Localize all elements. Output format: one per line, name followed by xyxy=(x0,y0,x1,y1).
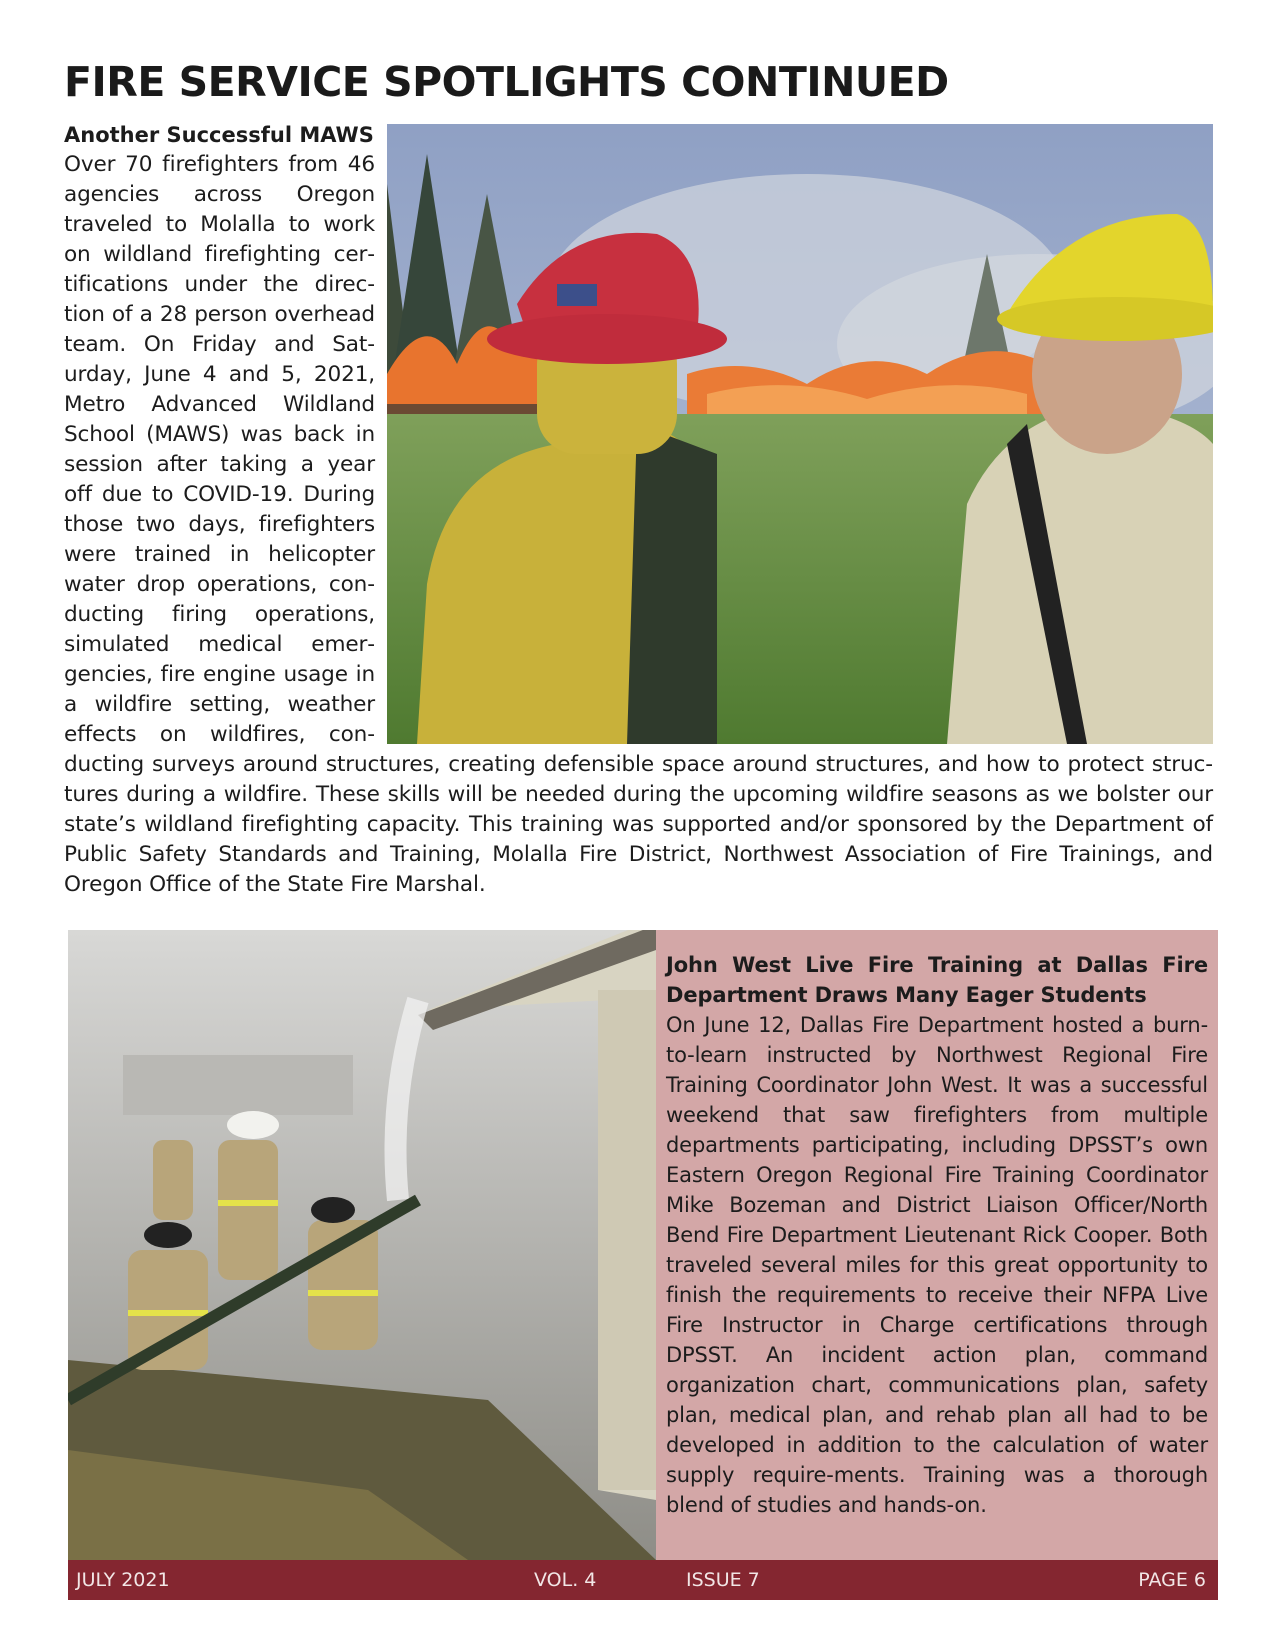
page-title: FIRE SERVICE SPOTLIGHTS CONTINUED xyxy=(64,58,949,106)
article-live-fire-body: On June 12, Dallas Fire Department hosted a burn-to-learn instructed by Northwest Regional Fire Training Coordinator John West. It was a successful weekend that saw firefighters from multiple departments participating, including DPSST’s own Eastern Oregon Regional Fire Training Coordinator Mike Bozeman and District Liaison Officer/North Bend Fire Department Lieutenant Rick Cooper. Both traveled several miles for this great opportunity to finish the requirements to receive their NFPA Live Fire Instructor in Charge certifications through DPSST. An incident action plan, command organization chart, communications plan, safety plan, medical plan, and rehab plan all had to be developed in addition to the calculation of water supply require-ments. Training was a thorough blend of studies and hands-on. xyxy=(666,1013,1208,1517)
article-live-fire-heading: John West Live Fire Training at Dallas Fire Department Draws Many Eager Students xyxy=(666,953,1208,1007)
article-maws-body: Over 70 firefighters from 46 agencies across Oregon traveled to Molalla to work on wildland firefighting certifications under the direction of a 28 person overhead team. On Friday and Saturday, June 4 and 5, 2021, Metro Advanced Wildland School (MAWS) was back in session after taking a year off due to COVID-19. During those two days, firefighters were trained in helicopter water drop operations, conducting firing operations, simulated medical emergencies, fire engine usage in a wildfire setting, weather effects on wildfires, conducting surveys around structures, creating defensible space around structures, and how to protect structures during a wildfire. These skills will be needed during the upcoming wildfire seasons as we bolster our state’s wildland firefighting capacity. This training was supported and/or sponsored by the Department of Public Safety Standards and Training, Molalla Fire District, Northwest Association of Fire Trainings, and Oregon Office of the State Fire Marshal. xyxy=(64,152,1213,897)
footer-date: JULY 2021 xyxy=(76,1569,170,1591)
footer-issue: ISSUE 7 xyxy=(686,1569,760,1591)
wildland-firefighters-photo xyxy=(387,124,1213,744)
article-live-fire-panel xyxy=(656,930,1218,1560)
footer-page-number: PAGE 6 xyxy=(1138,1569,1206,1591)
footer-volume: VOL. 4 xyxy=(534,1569,597,1591)
page-footer xyxy=(68,1560,1218,1600)
article-maws xyxy=(64,120,1213,900)
article-maws-heading: Another Successful MAWS xyxy=(64,123,374,147)
live-fire-training-photo xyxy=(68,930,656,1560)
